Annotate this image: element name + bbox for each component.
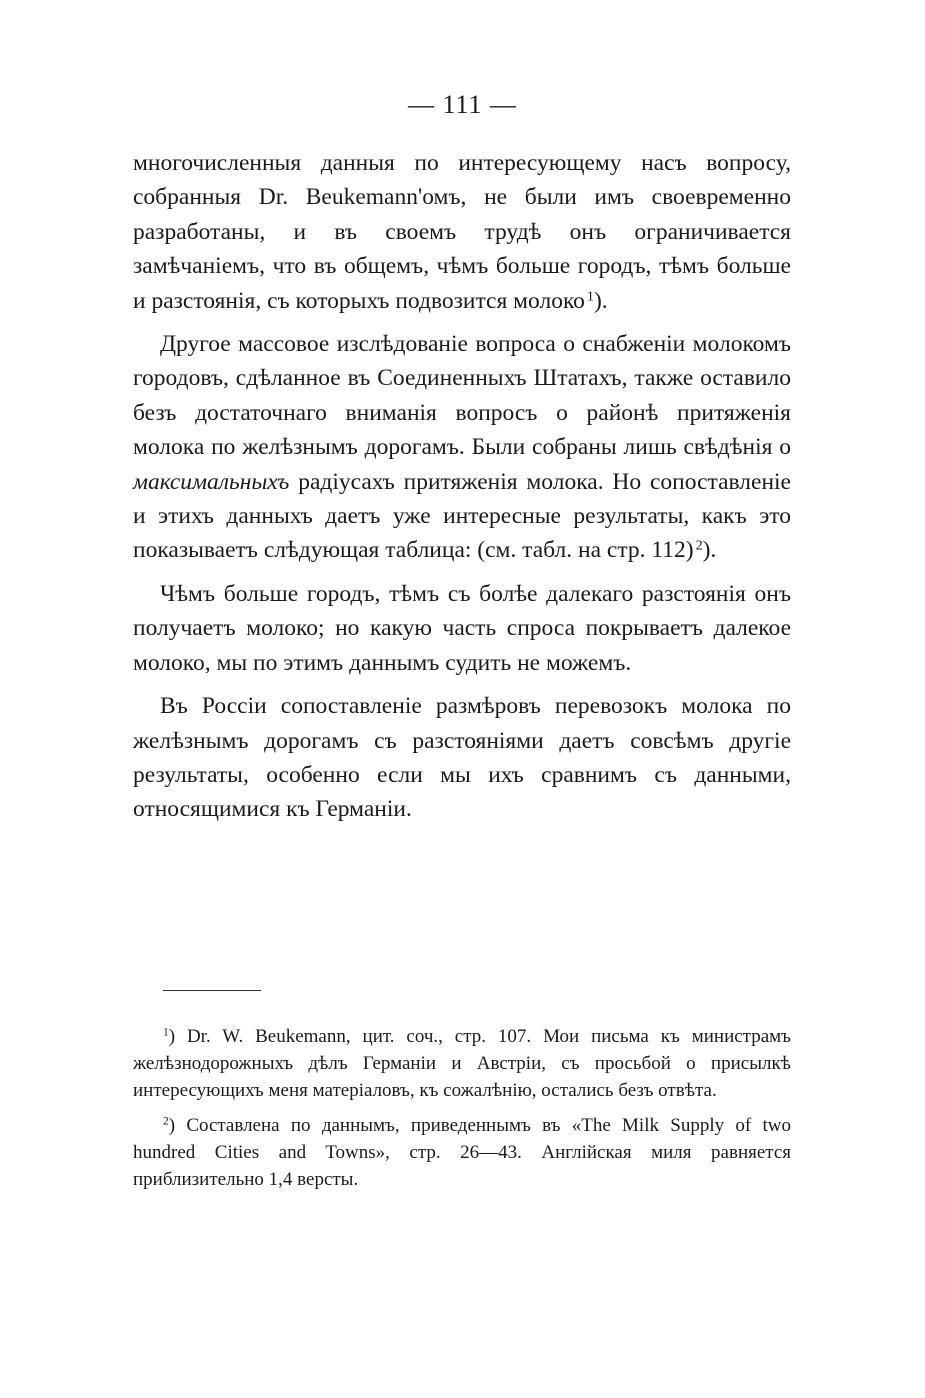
paragraph-2-text-end: радіусахъ притяженія молока. Но сопоставленіе и этихъ данныхъ даетъ уже интересные результаты, какъ это показываетъ слѣдующая таблица: (см. табл. на стр. 112): [133, 468, 791, 564]
paragraph-3: Чѣмъ больше городъ, тѣмъ съ болѣе далекаго разстоянія онъ получаетъ молоко; но какую часть спроса покрываетъ далекое молоко, мы по этимъ даннымъ судить не можемъ.: [133, 580, 791, 676]
paragraph-4: Въ Россіи сопоставленіе размѣровъ перевозокъ молока по желѣзнымъ дорогамъ съ разстояніями даетъ совсѣмъ другіе результаты, особенно если мы ихъ сравнимъ съ данными, относящимися къ Германіи.: [133, 693, 791, 823]
main-text: [133, 146, 791, 836]
paragraph-2-text-start: Другое массовое изслѣдованіе вопроса о снабженіи молокомъ городовъ, сдѣланное въ Соединенныхъ Штатахъ, также оставило безъ достаточнаго вниманія вопросъ о районѣ притяженія молока по желѣзнымъ дорогамъ. Были собраны лишь свѣдѣнія о: [133, 331, 791, 461]
paragraph-1-end: ).: [593, 287, 608, 314]
footnote-2: $^2$) Составлена по даннымъ, приведеннымъ въ «The Milk Supply of two hundred Cities and Towns», стр. 26—43. Англійская миля равняется приблизительно 1,4 версты.: [133, 1115, 791, 1190]
footnote-2-marker: 2: [163, 1115, 169, 1128]
paragraph-2-end: ).: [702, 537, 717, 564]
footnote-divider: [163, 990, 261, 991]
paragraph-1-text: многочисленныя данныя по интересующему насъ вопросу, собранныя Dr. Beukemann'омъ, не были имъ своевременно разработаны, и въ своемъ трудѣ онъ ограничивается замѣчаніемъ, что въ общемъ, чѣмъ больше городъ, тѣмъ больше и разстоянія, съ которыхъ подвозится молоко: [133, 150, 791, 314]
footnote-ref-2: 2: [695, 537, 703, 554]
footnote-1: $^1$) Dr. W. Beukemann, цит. соч., стр. 107. Мои письма къ министрамъ желѣзнодорожныхъ дѣлъ Германіи и Австріи, съ просьбой о присылкѣ интересующихъ меня матеріаловъ, къ сожалѣнію, остались безъ отвѣта.: [133, 1026, 791, 1101]
paragraph-1: [133, 146, 791, 318]
paragraph-2-emphasis: максимальныхъ: [133, 468, 290, 495]
footnote-1-text: Dr. W. Beukemann, цит. соч., стр. 107. Мои письма къ министрамъ желѣзнодорожныхъ дѣлъ Германіи и Австріи, съ просьбой о присылкѣ интересующихъ меня матеріаловъ, къ сожалѣнію, остались безъ отвѣта.: [133, 1026, 791, 1101]
footnote-ref-1: 1: [586, 287, 594, 304]
footnotes: [133, 1023, 791, 1201]
paragraph-2: [133, 327, 791, 568]
footnote-2-text: Составлена по даннымъ, приведеннымъ въ «The Milk Supply of two hundred Cities and Towns», стр. 26—43. Англійская миля равняется приблизительно 1,4 версты.: [133, 1115, 791, 1190]
page-number: — 111 —: [407, 90, 518, 119]
footnote-1-marker: 1: [163, 1026, 169, 1039]
